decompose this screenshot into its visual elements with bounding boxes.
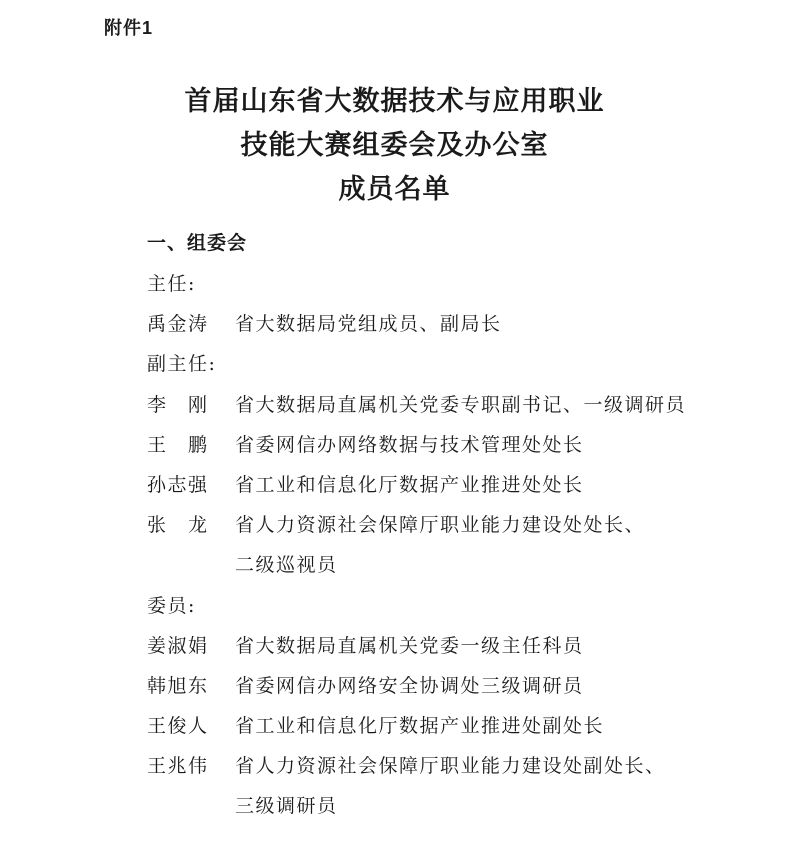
list-item-continuation [147, 545, 767, 585]
member-name: 李 刚 [147, 393, 209, 416]
list-item [147, 666, 767, 706]
member-name: 王兆伟 [147, 755, 209, 778]
title-line-1: 首届山东省大数据技术与应用职业 [184, 86, 605, 117]
list-item [147, 465, 767, 505]
director-label: 主任: [147, 273, 196, 295]
list-item-continuation [147, 786, 767, 826]
member-duty-continued: 三级调研员 [235, 795, 338, 818]
section-heading: 一、组委会 [147, 232, 248, 254]
title-line-2: 技能大赛组委会及办公室 [240, 130, 549, 161]
list-item [147, 626, 767, 666]
member-duty: 省大数据局党组成员、副局长 [235, 313, 502, 336]
member-name: 禹金涛 [147, 313, 209, 336]
member-label: 委员: [147, 594, 196, 617]
list-item [147, 706, 767, 746]
list-item [147, 505, 767, 545]
attachment-label: 附件1 [104, 18, 154, 38]
member-name: 孙志强 [147, 473, 209, 496]
title-line-3: 成员名单 [338, 174, 451, 205]
member-list [147, 264, 767, 827]
member-duty: 省大数据局直属机关党委专职副书记、一级调研员 [235, 393, 687, 416]
member-name: 韩旭东 [147, 674, 209, 697]
member-name: 姜淑娟 [147, 634, 209, 657]
member-duty: 省人力资源社会保障厅职业能力建设处处长、 [235, 514, 646, 537]
member-name: 王 鹏 [147, 433, 209, 456]
member-name: 王俊人 [147, 715, 209, 738]
member-label-row [147, 586, 767, 626]
list-item [147, 425, 767, 465]
member-duty: 省工业和信息化厅数据产业推进处处长 [235, 473, 584, 496]
member-duty: 省委网信办网络数据与技术管理处处长 [235, 433, 584, 456]
member-name: 张 龙 [147, 514, 209, 537]
list-item [147, 304, 767, 344]
member-duty: 省工业和信息化厅数据产业推进处副处长 [235, 715, 605, 738]
member-duty: 省人力资源社会保障厅职业能力建设处副处长、 [235, 755, 666, 778]
member-duty: 省大数据局直属机关党委一级主任科员 [235, 634, 584, 657]
deputy-label-row [147, 344, 767, 384]
document-title [0, 80, 789, 212]
member-duty-continued: 二级巡视员 [235, 554, 338, 577]
deputy-label: 副主任: [147, 353, 217, 376]
list-item [147, 746, 767, 786]
member-duty: 省委网信办网络安全协调处三级调研员 [235, 674, 584, 697]
list-item [147, 385, 767, 425]
director-label-row [147, 264, 767, 304]
